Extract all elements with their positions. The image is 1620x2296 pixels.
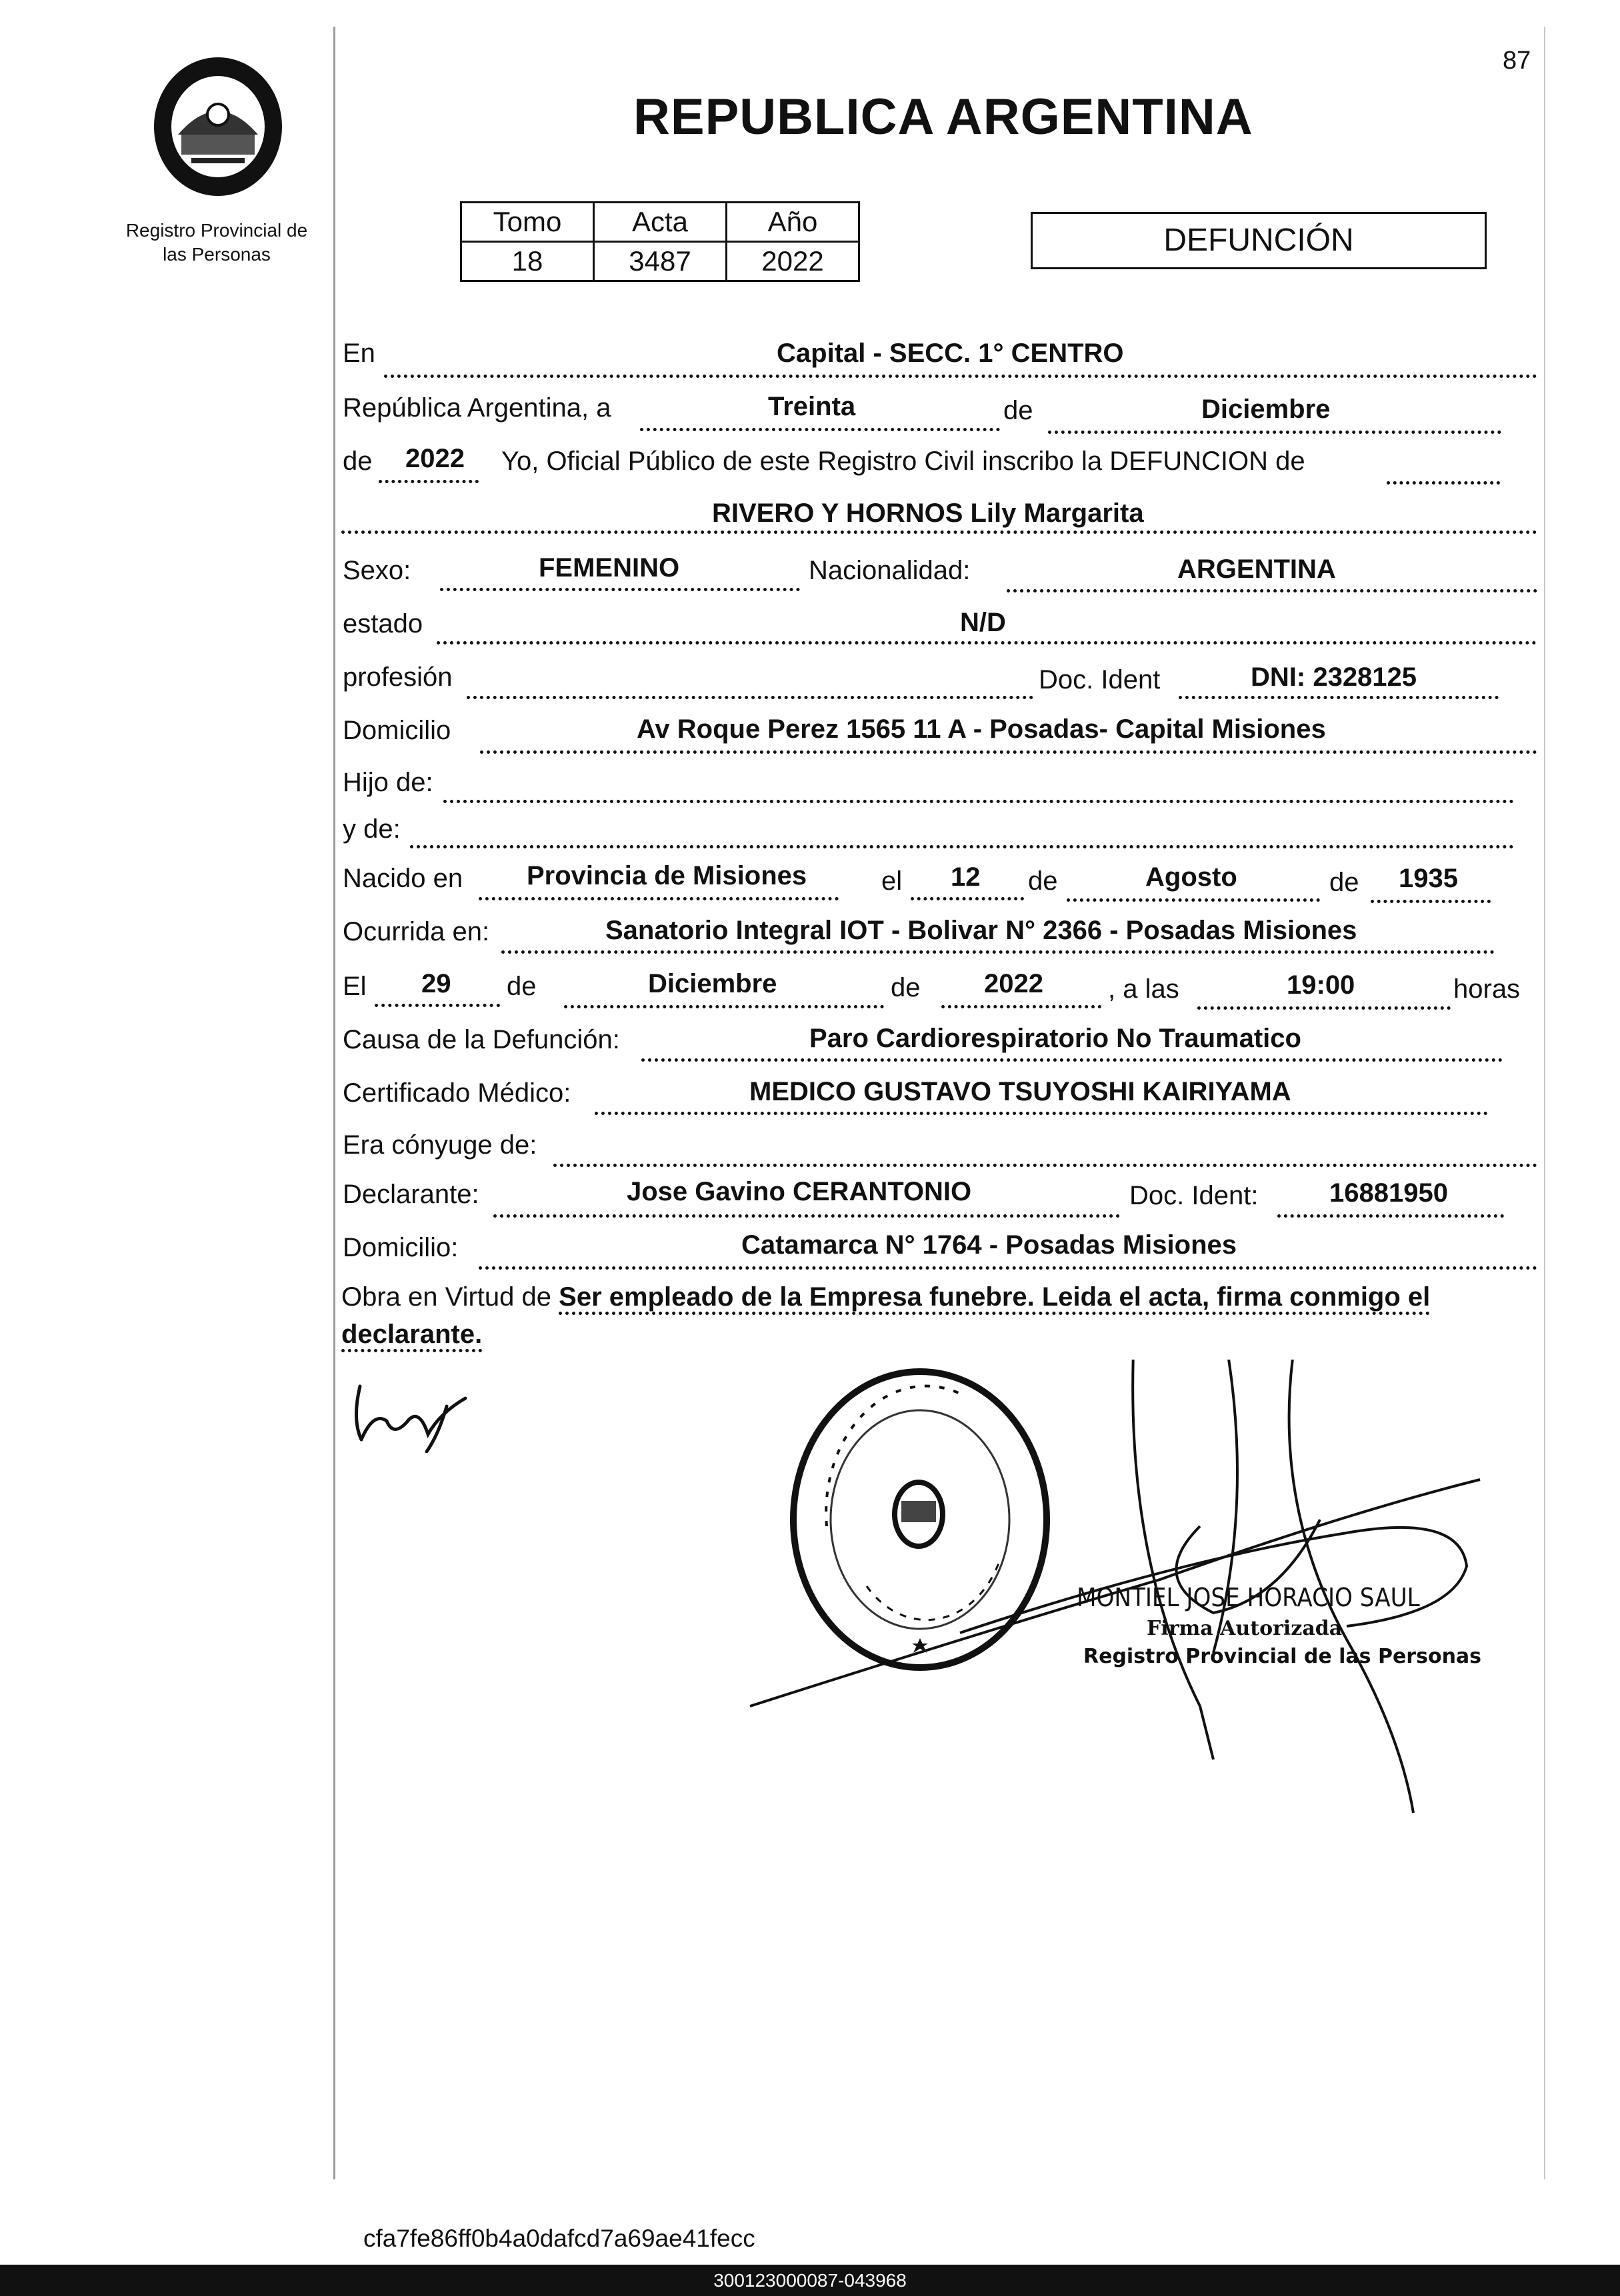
profesion-label: profesión [343,662,453,692]
death-time-line [1197,1006,1451,1010]
domicilio2-label: Domicilio: [343,1233,459,1262]
estado-label: estado [343,609,423,638]
obra-label: Obra en Virtud de [341,1282,552,1312]
death-year-value: 2022 [984,969,1043,998]
de-label-6: de [891,973,921,1002]
de-label-3: de [1028,866,1058,896]
domicilio-line [480,750,1537,754]
anio-header: Año [727,203,859,242]
day-word: Treinta [768,392,856,421]
doc-ident-value: DNI: 2328125 [1251,662,1417,692]
acta-header: Acta [594,203,727,242]
page-title: REPUBLICA ARGENTINA [633,89,1253,145]
death-day-value: 29 [421,969,451,998]
de-label: de [1003,396,1033,425]
el-label: el [881,866,903,896]
nacionalidad-value: ARGENTINA [1177,555,1336,584]
domicilio-value: Av Roque Perez 1565 11 A - Posadas- Capital Misiones [637,714,1326,744]
inscribo-line [1387,481,1500,485]
de-label-2: de [343,447,373,476]
officer-registry: Registro Provincial de las Personas [1083,1645,1482,1668]
month-line [1048,431,1501,434]
sexo-line [440,588,800,591]
acta-value: 3487 [594,242,727,281]
month-value: Diciembre [1201,395,1331,424]
anio-value: 2022 [727,242,859,281]
sexo-label: Sexo: [343,556,411,585]
nacionalidad-line [1007,589,1537,592]
certificado-label: Certificado Médico: [343,1078,571,1108]
death-month-value: Diciembre [648,969,777,998]
ocurrida-label: Ocurrida en: [343,917,490,946]
causa-label: Causa de la Defunción: [343,1025,620,1054]
nacido-line [479,897,839,900]
death-year-line [941,1005,1101,1008]
province-emblem [141,48,295,201]
birth-day-value: 12 [951,862,981,892]
declarant-signature [347,1373,493,1453]
death-day-line [375,1004,500,1007]
right-margin-line [1544,27,1545,2179]
birth-day-line [911,897,1024,900]
officer-role: Firma Autorizada [1147,1617,1343,1640]
en-label: En [343,339,375,368]
official-stamp [747,1360,1520,1839]
a-las-label: , a las [1108,974,1179,1004]
page-number: 87 [1503,47,1531,75]
ocurrida-line [501,950,1495,954]
domicilio-label: Domicilio [343,716,451,745]
deceased-name: RIVERO Y HORNOS Lily Margarita [712,499,1144,528]
causa-line [641,1058,1503,1062]
nacido-en-value: Provincia de Misiones [527,861,807,890]
en-line [384,375,1537,378]
estado-value: N/D [960,608,1006,637]
decl-doc-label: Doc. Ident: [1129,1181,1259,1210]
left-margin-line [333,27,335,2179]
decl-doc-value: 16881950 [1329,1178,1448,1208]
de-label-4: de [1329,868,1359,897]
declarante-line [493,1214,1120,1218]
document-type-box: DEFUNCIÓN [1031,212,1487,269]
decl-doc-line [1277,1214,1504,1218]
document-hash: cfa7fe86ff0b4a0dafcd7a69ae41fecc [363,2225,755,2252]
birth-month-value: Agosto [1145,862,1237,892]
registry-caption: Registro Provincial de las Personas [125,220,308,265]
death-month-line [564,1005,884,1008]
footer-code-bar: 300123000087-043968 [0,2265,1620,2296]
horas-label: horas [1453,974,1521,1004]
sexo-value: FEMENINO [539,553,680,582]
officer-name: MONTIEL JOSE HORACIO SAUL [1077,1583,1420,1612]
obra-paragraph [341,1278,1541,1353]
de-label-5: de [507,972,537,1001]
declarante-value: Jose Gavino CERANTONIO [627,1177,972,1206]
republica-label: República Argentina, a [343,393,611,423]
acta-reference-table [460,201,860,282]
year-line [379,480,479,483]
hijo-label: Hijo de: [343,768,433,797]
tomo-value: 18 [461,242,594,281]
hijo-line [443,800,1514,803]
death-time-value: 19:00 [1287,970,1355,1000]
obra-text: Ser empleado de la Empresa funebre. Leida el acta, firma conmigo el declarante. [341,1282,1430,1352]
conyuge-label: Era cónyuge de: [343,1130,537,1160]
causa-value: Paro Cardiorespiratorio No Traumatico [809,1024,1301,1053]
declarante-label: Declarante: [343,1180,479,1209]
birth-year-line [1371,900,1491,903]
domicilio2-line [479,1266,1537,1270]
name-line [341,531,1537,534]
day-line [640,428,1000,431]
nacionalidad-label: Nacionalidad: [809,556,971,585]
en-value: Capital - SECC. 1° CENTRO [777,339,1124,368]
estado-line [437,641,1537,644]
birth-year-value: 1935 [1399,864,1458,893]
conyuge-line [553,1164,1537,1167]
profesion-line [467,696,1033,699]
inscribo-text: Yo, Oficial Público de este Registro Civil inscribo la DEFUNCION de [501,447,1305,476]
el-label-2: El [343,972,367,1001]
yde-label: y de: [343,814,401,844]
tomo-header: Tomo [461,203,594,242]
certificado-value: MEDICO GUSTAVO TSUYOSHI KAIRIYAMA [749,1077,1291,1106]
year-value: 2022 [405,444,465,473]
ocurrida-en-value: Sanatorio Integral IOT - Bolivar N° 2366 - Posadas Misiones [605,916,1357,945]
domicilio2-value: Catamarca N° 1764 - Posadas Misiones [741,1230,1237,1260]
nacido-label: Nacido en [343,864,463,893]
yde-line [410,845,1514,848]
birth-month-line [1067,898,1320,902]
doc-ident-label: Doc. Ident [1039,665,1161,694]
certificado-line [595,1112,1488,1115]
doc-ident-line [1179,696,1499,699]
